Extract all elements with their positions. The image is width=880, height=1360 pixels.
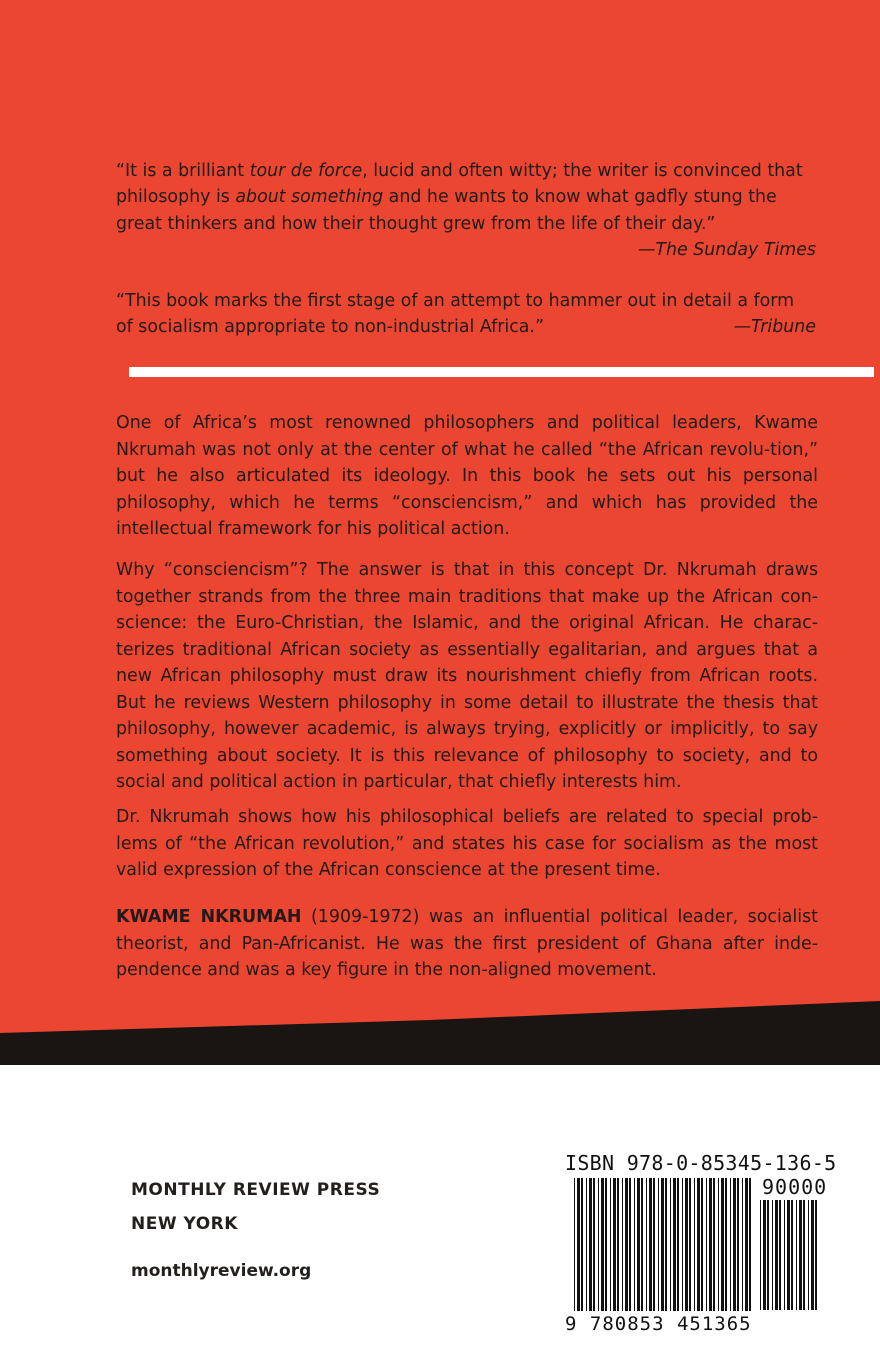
isbn-label: ISBN 978-0-85345-136-5 [565, 1151, 837, 1175]
publisher-name: MONTHLY REVIEW PRESS [131, 1180, 381, 1200]
review-quote-sunday-times [116, 158, 816, 264]
publisher-website[interactable]: monthlyreview.org [131, 1261, 312, 1281]
quote-text-part: “It is a brilliant [116, 161, 250, 181]
addon-number: 90000 [762, 1175, 828, 1199]
quote-text-part: and he wants to know what gadfly stung the great thinkers and how their thought grew from the life of their day.” [116, 187, 777, 234]
quote-text-part: , lucid and often witty; the writer is convinced that philosophy is [116, 161, 803, 208]
author-bio [116, 904, 818, 984]
quote-emphasis: tour de force [249, 161, 363, 181]
quote-text: “This book marks the first stage of an attempt to hammer out in detail a form of socialism appropriate to non-industrial Africa.” [116, 291, 795, 338]
publisher-city: NEW YORK [131, 1214, 238, 1234]
barcode-icon [574, 1178, 754, 1311]
description-paragraph: Why “consciencism”? The answer is that in this concept Dr. Nkrumah draws together strands from the three main traditions that make up the African con-science: the Euro-Christian, the Islamic, and the original African. He charac-terizes traditional African society as essentially egalitarian, and argues that a new African philosophy must draw its nourishment chiefly from African roots. But he reviews Western philosophy in some detail to illustrate the thesis that philosophy, however academic, is always trying, explicitly or implicitly, to say something about society. It is this relevance of philosophy to society, and to social and political action in particular, that chiefly interests him. [116, 560, 818, 792]
addon-barcode-icon [760, 1200, 820, 1310]
description-paragraph: Dr. Nkrumah shows how his philosophical beliefs are related to special prob-lems of “the African revolution,” and states his case for socialism as the most valid expression of the African conscience at the present time. [116, 807, 818, 880]
author-bio-text: (1909-1972) was an influential political leader, socialist theorist, and Pan-Africanist. He was the first president of Ghana after inde-pendence and was a key figure in the non-aligned movement. [116, 907, 818, 980]
quote-source: —Tribune [733, 317, 816, 338]
ean-digits: 9 780853 451365 [565, 1313, 752, 1335]
quote-emphasis: about something [235, 187, 384, 208]
quote-source: —The Sunday Times [637, 240, 816, 261]
divider-rule [129, 367, 874, 377]
review-quote-tribune [116, 288, 816, 341]
author-name: KWAME NKRUMAH [116, 907, 302, 927]
description-paragraph: One of Africa’s most renowned philosophers and political leaders, Kwame Nkrumah was not only at the center of what he called “the African revolu-tion,” but he also articulated its ideology. In this book he sets out his personal philosophy, which he terms “consciencism,” and which has provided the intellectual framework for his political action. [116, 413, 818, 539]
